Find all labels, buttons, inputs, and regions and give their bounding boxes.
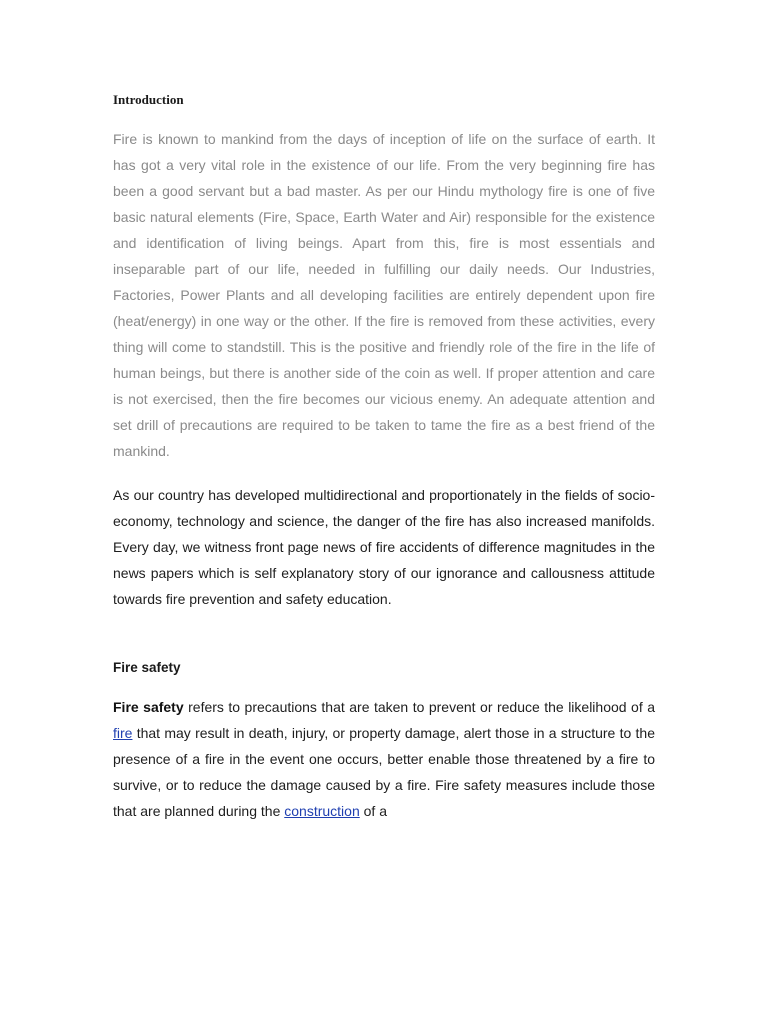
fire-safety-text-2: that may result in death, injury, or property damage, alert those in a structure to the presence of a fire in the event one occurs, better enable those threatened by a fire to survive, or to reduce the damage caused by a fire. Fire safety measures include those that are planned during the (113, 725, 655, 819)
introduction-paragraph-2: As our country has developed multidirectional and proportionately in the fields of socio-economy, technology and science, the danger of the fire has also increased manifolds. Every day, we witness front page news of fire accidents of difference magnitudes in the news papers which is self explanatory story of our ignorance and callousness attitude towards fire prevention and safety education. (113, 487, 655, 607)
construction-link[interactable]: construction (284, 803, 360, 819)
fire-safety-heading: Fire safety (113, 660, 181, 675)
fire-safety-text-3: of a (359, 803, 387, 819)
introduction-heading: Introduction (113, 92, 184, 107)
fire-safety-lead: Fire safety (113, 699, 184, 715)
section-spacer (113, 612, 655, 656)
fire-link[interactable]: fire (113, 725, 133, 741)
document-page (113, 88, 655, 824)
introduction-paragraph-1: Fire is known to mankind from the days of inception of life on the surface of earth. It has got a very vital role in the existence of our life. From the very beginning fire has been a good servant but a bad master. As per our Hindu mythology fire is one of five basic natural elements (Fire, Space, Earth Water and Air) responsible for the existence and identification of living beings. Apart from this, fire is most essentials and inseparable part of our life, needed in fulfilling our daily needs. Our Industries, Factories, Power Plants and all developing facilities are entirely dependent upon fire (heat/energy) in one way or the other. If the fire is removed from these activities, every thing will come to standstill. This is the positive and friendly role of the fire in the life of human beings, but there is another side of the coin as well. If proper attention and care is not exercised, then the fire becomes our vicious enemy. An adequate attention and set drill of precautions are required to be taken to tame the fire as a best friend of the mankind. (113, 131, 655, 459)
fire-safety-text-1: refers to precautions that are taken to prevent or reduce the likelihood of a (183, 699, 655, 715)
fire-safety-paragraph (113, 694, 655, 824)
